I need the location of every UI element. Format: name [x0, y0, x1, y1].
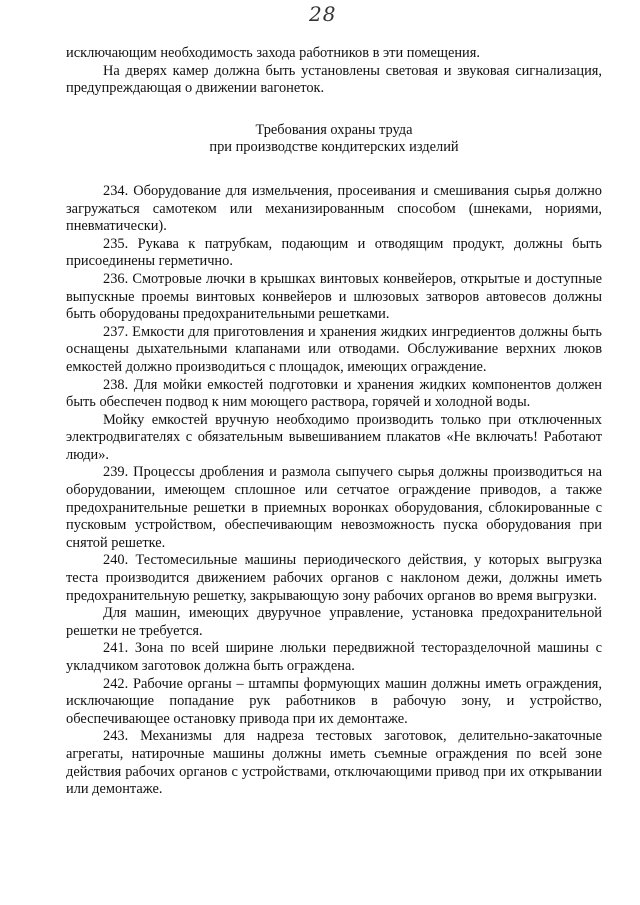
- paragraph-241: 241. Зона по всей ширине люльки передвижной тесторазделочной машины с укладчиком заготовок должна быть ограждена.: [66, 640, 602, 674]
- document-body: [66, 45, 602, 799]
- section-heading: [66, 122, 602, 157]
- paragraph-238-washing: Мойку емкостей вручную необходимо производить только при отключенных электродвигателях с обязательным вывешиванием плакатов «Не включать! Работают люди».: [66, 411, 602, 463]
- page-number: 28: [309, 2, 337, 26]
- paragraph-242: 242. Рабочие органы – штампы формующих машин должны иметь ограждения, исключающие попадание рук работников в рабочую зону, и устройство, обеспечивающее остановку привода при их демонтаже.: [66, 675, 602, 727]
- paragraph-235: 235. Рукава к патрубкам, подающим и отводящим продукт, должны быть присоединены герметично.: [66, 235, 602, 270]
- paragraph-234: 234. Оборудование для измельчения, просеивания и смешивания сырья должно загружаться самотеком или механизированным способом (шнеками, нориями, пневматически).: [66, 182, 602, 235]
- paragraph-240: 240. Тестомесильные машины периодического действия, у которых выгрузка теста производится движением рабочих органов с наклоном дежи, должны иметь предохранительную решетку, закрывающую зону рабочих органов во время выгрузки.: [66, 552, 602, 604]
- section-heading-line-2: при производстве кондитерских изделий: [209, 139, 459, 156]
- section-heading-line-1: Требования охраны труда: [255, 121, 413, 138]
- paragraph-236: 236. Смотровые лючки в крышках винтовых конвейеров, открытые и доступные выпускные проемы винтовых конвейеров и шлюзовых затворов автовесов должны быть оборудованы предохранительными решетками.: [66, 270, 602, 323]
- paragraph-238: 238. Для мойки емкостей подготовки и хранения жидких компонентов должен быть обеспечен подвод к ним моющего раствора, горячей и холодной воды.: [66, 376, 602, 411]
- paragraph-243: 243. Механизмы для надреза тестовых заготовок, делительно-закаточные агрегаты, натирочные машины должны иметь съемные ограждения по всей зоне действия рабочих органов с устройствами, отключающими привод при их открывании или демонтаже.: [66, 728, 602, 798]
- paragraph-240-two-hand: Для машин, имеющих двуручное управление, установка предохранительной решетки не требуется.: [66, 605, 602, 639]
- paragraph-237: 237. Емкости для приготовления и хранения жидких ингредиентов должны быть оснащены дыхательными клапанами или отводами. Обслуживание верхних люков емкостей должно производиться с площадок, имеющих ограждение.: [66, 323, 602, 375]
- intro-continuation: исключающим необходимость захода работников в эти помещения.: [66, 45, 480, 61]
- intro-paragraph: На дверях камер должна быть установлены световая и звуковая сигнализация, предупреждающая о движении вагонеток.: [66, 62, 602, 97]
- paragraph-239: 239. Процессы дробления и размола сыпучего сырья должны производиться на оборудовании, имеющем сплошное или сетчатое ограждение приводов, а также предохранительные решетки в приемных воронках оборудования, сблокированные с пусковым устройством, обеспечивающим невозможность пуска оборудования при снятой решетке.: [66, 464, 602, 551]
